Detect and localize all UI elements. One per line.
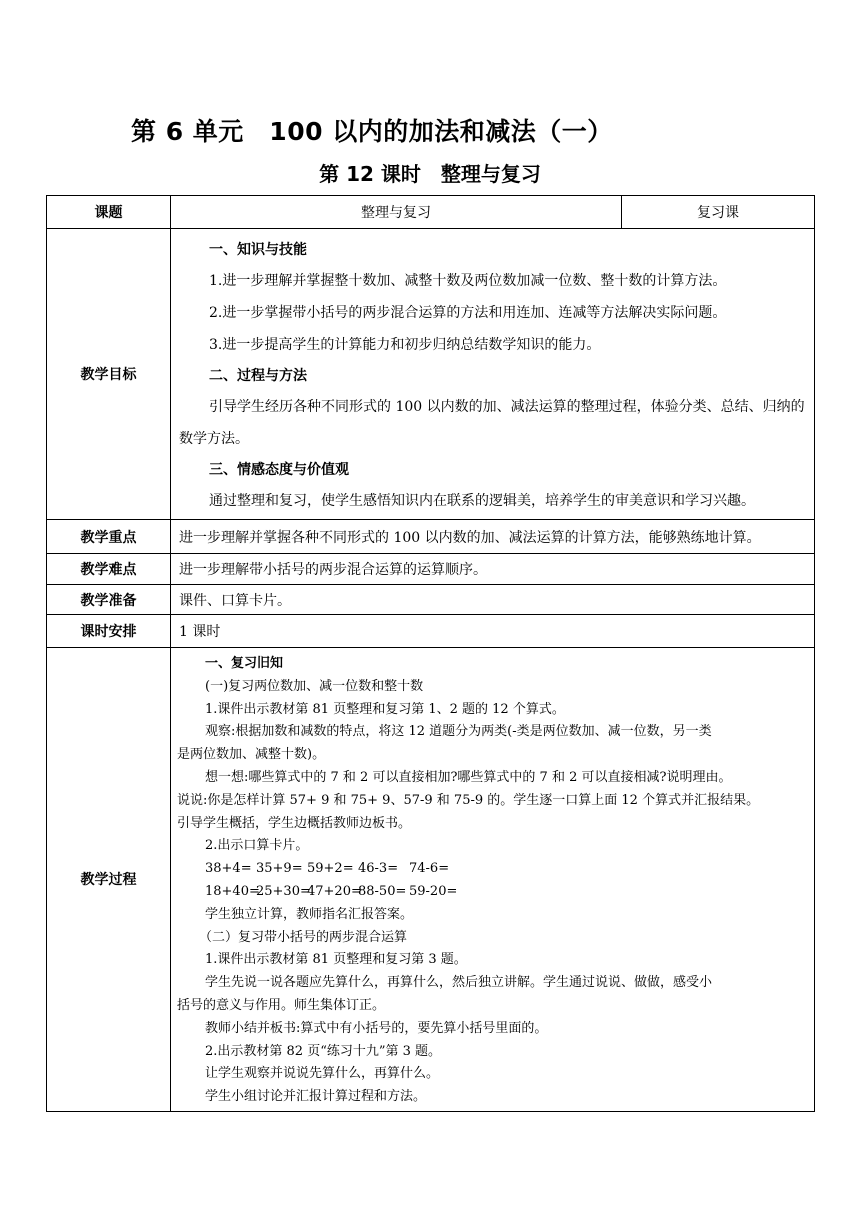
process-line: 是两位数加、减整十数)。: [177, 747, 326, 763]
lesson-plan-table: [46, 195, 815, 1112]
difficulties-label: 教学难点: [47, 554, 171, 585]
goals-label: 教学目标: [47, 229, 171, 520]
key-points-row: [47, 520, 815, 554]
unit-title: 第 6 单元 100 以内的加法和减法（一）: [131, 117, 613, 146]
process-line: 1.课件出示教材第 81 页整理和复习第 3 题。: [205, 952, 467, 968]
goal-item: 引导学生经历各种不同形式的 100 以内数的加、减法运算的整理过程，体验分类、总结、归纳的数学方法。: [179, 399, 805, 447]
process-line: 想一想:哪些算式中的 7 和 2 可以直接相加?哪些算式中的 7 和 2 可以直接相减?说明理由。: [205, 769, 732, 785]
goals-content: [171, 229, 815, 520]
process-line: 学生独立计算，教师指名汇报答案。: [205, 906, 414, 922]
exercise-item: 88-50=: [358, 883, 407, 899]
exercise-item: 59+2=: [307, 861, 354, 877]
goal-item: 通过整理和复习，使学生感悟知识内在联系的逻辑美，培养学生的审美意识和学习兴趣。: [209, 493, 755, 509]
goal-item: 3.进一步提高学生的计算能力和初步归纳总结数学知识的能力。: [209, 337, 601, 353]
schedule-text: 1 课时: [171, 615, 815, 648]
process-line: 2.出示教材第 82 页“练习十九”第 3 题。: [205, 1043, 442, 1059]
process-line: 2.出示口算卡片。: [205, 838, 309, 854]
topic-row: [47, 196, 815, 229]
process-line: 教师小结并板书:算式中有小括号的，要先算小括号里面的。: [205, 1020, 548, 1036]
process-section-review: 一、复习旧知: [205, 656, 284, 671]
process-content: [171, 648, 815, 1112]
exercise-item: 46-3=: [358, 861, 399, 877]
goals-section-knowledge: 一、知识与技能: [209, 242, 307, 258]
lesson-type: 复习课: [622, 196, 815, 229]
goals-row: [47, 229, 815, 520]
preparation-row: [47, 585, 815, 615]
preparation-text: 课件、口算卡片。: [171, 585, 815, 615]
exercise-item: 35+9=: [256, 861, 303, 877]
goal-item: 2.进一步掌握带小括号的两步混合运算的方法和用连加、连减等方法解决实际问题。: [209, 305, 727, 321]
process-line: 引导学生概括，学生边概括教师边板书。: [177, 815, 412, 831]
topic-value: 整理与复习: [171, 196, 622, 229]
key-points-text: 进一步理解并掌握各种不同形式的 100 以内数的加、减法运算的计算方法，能够熟练地计算。: [171, 520, 815, 554]
exercise-item: 74-6=: [409, 861, 450, 877]
preparation-label: 教学准备: [47, 585, 171, 615]
exercise-item: 25+30=: [256, 883, 311, 899]
schedule-label: 课时安排: [47, 615, 171, 648]
topic-label: 课题: [47, 196, 171, 229]
goals-section-process: 二、过程与方法: [209, 368, 307, 384]
exercise-row-2: [177, 881, 808, 904]
process-line: 学生先说一说各题应先算什么，再算什么，然后独立讲解。学生通过说说、做做，感受小: [205, 975, 713, 991]
exercise-row-1: [177, 858, 808, 881]
exercise-item: 38+4=: [205, 861, 252, 877]
process-row: [47, 648, 815, 1112]
exercise-item: 18+40=: [205, 883, 260, 899]
process-line: 括号的意义与作用。师生集体订正。: [177, 997, 386, 1013]
process-line: 1.课件出示教材第 81 页整理和复习第 1、2 题的 12 个算式。: [205, 701, 565, 717]
difficulties-row: [47, 554, 815, 585]
process-subsection-1: (一)复习两位数加、减一位数和整十数: [205, 678, 424, 694]
difficulties-text: 进一步理解带小括号的两步混合运算的运算顺序。: [171, 554, 815, 585]
goals-section-attitude: 三、情感态度与价值观: [209, 462, 349, 478]
process-line: 让学生观察并说说先算什么，再算什么。: [205, 1066, 440, 1082]
process-subsection-2: （二）复习带小括号的两步混合运算: [199, 929, 408, 945]
process-line: 观察:根据加数和减数的特点，将这 12 道题分为两类(-类是两位数加、减一位数，另一类: [205, 724, 712, 740]
process-line: 说说:你是怎样计算 57+ 9 和 75+ 9、57-9 和 75-9 的。学生逐一口算上面 12 个算式并汇报结果。: [177, 792, 760, 808]
process-line: 学生小组讨论并汇报计算过程和方法。: [205, 1089, 427, 1105]
lesson-title: 第 12 课时 整理与复习: [319, 162, 541, 186]
exercise-item: 59-20=: [409, 883, 458, 899]
goal-item: 1.进一步理解并掌握整十数加、减整十数及两位数加减一位数、整十数的计算方法。: [209, 273, 727, 289]
schedule-row: [47, 615, 815, 648]
exercise-item: 47+20=: [307, 883, 362, 899]
process-label: 教学过程: [47, 648, 171, 1112]
key-points-label: 教学重点: [47, 520, 171, 554]
